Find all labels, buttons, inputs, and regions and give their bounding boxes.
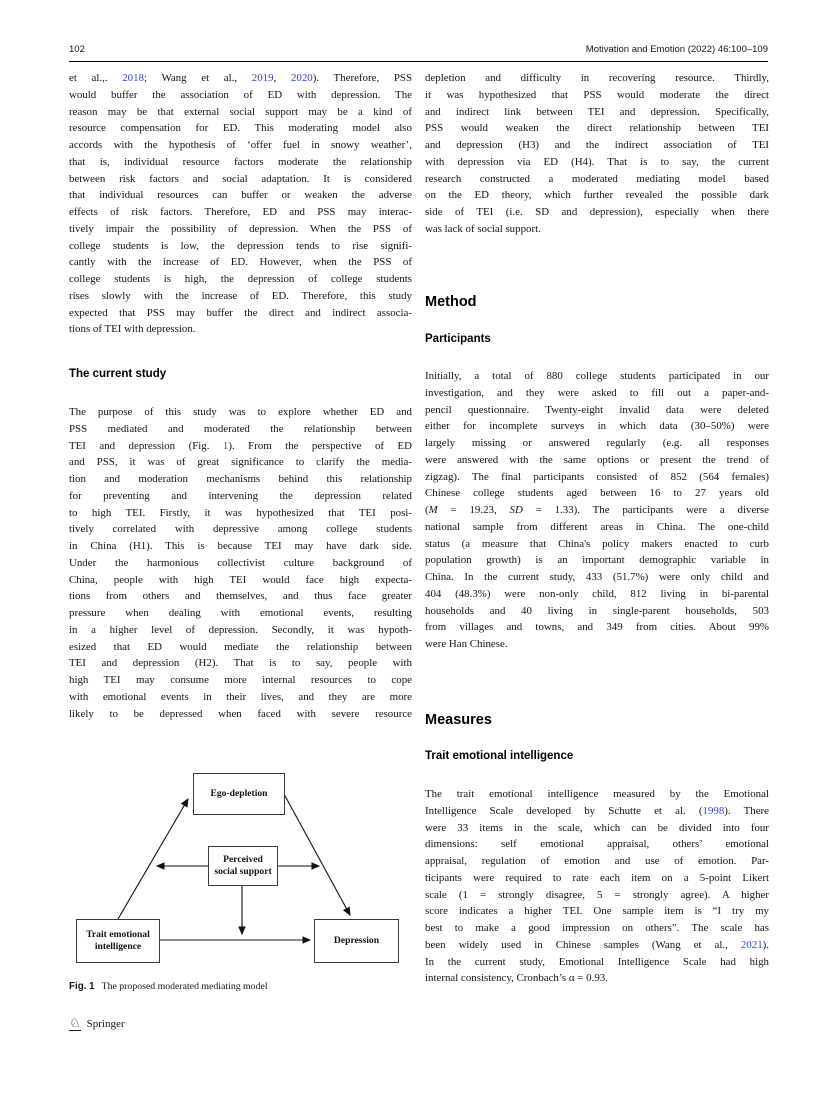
text-line: population growth) is an important demographic variable in bbox=[425, 554, 769, 567]
text-line: best to make a good impression on others”. The scale has bbox=[425, 922, 769, 934]
heading-participants: Participants bbox=[425, 333, 491, 345]
text-line: and PSS, it was of great significance to clarify the media- bbox=[69, 456, 412, 469]
box-pss-label-line2: social support bbox=[214, 866, 272, 877]
text-line: expected that PSS may buffer the direct and indirect associa- bbox=[69, 306, 412, 319]
text-line: college students is high, the depression of college students bbox=[69, 273, 412, 285]
figure-caption-text: The proposed moderated mediating model bbox=[101, 981, 268, 992]
paragraph-participants bbox=[425, 368, 769, 653]
text-line: to high TEI. Firstly, it was hypothesized that TEI posi- bbox=[69, 506, 412, 519]
text-line: and indirect link between TEI and depression. Specifically, bbox=[425, 105, 769, 118]
heading-trait-emotional-intelligence: Trait emotional intelligence bbox=[425, 750, 574, 762]
text-line: side of TEI (i.e. SD and depression), especially when there bbox=[425, 206, 769, 218]
citation-link[interactable]: 2020 bbox=[290, 72, 313, 84]
box-ego-depletion-label: Ego-depletion bbox=[210, 788, 268, 799]
text-line: Intelligence Scale developed by Schutte et al. (1998). There bbox=[425, 804, 769, 817]
text-line: Initially, a total of 880 college students participated in our bbox=[425, 370, 769, 382]
text-line: esized that ED would mediate the relationship between bbox=[69, 640, 412, 653]
text-line: In the current study, Emotional Intelligence Scale had high bbox=[425, 955, 769, 968]
text-line: for preventing and intervening the depression related bbox=[69, 489, 412, 502]
text-line: resource compensation for ED. This moderating model also bbox=[69, 122, 412, 135]
header-divider bbox=[69, 61, 768, 62]
text-line: households and 40 living in single-parent households, 503 bbox=[425, 604, 769, 617]
heading-current-study: The current study bbox=[69, 368, 167, 380]
journal-reference: Motivation and Emotion (2022) 46:100–109 bbox=[585, 44, 768, 55]
text-line: rises slowly with the increase of ED. Therefore, this study bbox=[69, 289, 412, 302]
text-line: tions of TEI with depression. bbox=[69, 323, 196, 336]
text-line: dimensions: self emotional appraisal, others’ emotional bbox=[425, 838, 769, 851]
text-line: TEI and depression (H2). That is to say, people with bbox=[69, 657, 412, 670]
text-line: was lack of social support. bbox=[425, 222, 541, 235]
citation-link[interactable]: 2019 bbox=[251, 72, 274, 84]
text-line: reason may be that external social support may be a kind of bbox=[69, 105, 412, 118]
paragraph-tei-measure bbox=[425, 786, 769, 987]
text-line: college students is low, the depression tends to rise signifi- bbox=[69, 239, 412, 252]
text-line: China, people with high TEI would face high expecta- bbox=[69, 573, 412, 586]
text-line: PSS mediated and moderated the relationship between bbox=[69, 422, 412, 435]
box-tei-label-line1: Trait emotional bbox=[86, 929, 150, 941]
text-line: in a higher level of depression. Secondly, it was hypoth- bbox=[69, 623, 412, 636]
text-line: that individual resources can buffer or weaken the adverse bbox=[69, 189, 412, 202]
text-line: tion and moderation mechanisms behind this relationship bbox=[69, 473, 412, 485]
text-line: 404 (48.3%) were non-only child, 812 living in bi-parental bbox=[425, 587, 769, 600]
citation-link[interactable]: 1998 bbox=[702, 804, 725, 817]
text-line: largely missing or answered regularly (e.g. all responses bbox=[425, 437, 769, 449]
text-line: were 33 items in the scale, which can be divided into four bbox=[425, 821, 769, 834]
text-line: research constructed a moderated mediating model based bbox=[425, 172, 769, 185]
citation-link[interactable]: 2018 bbox=[122, 72, 144, 84]
box-ego-depletion bbox=[193, 773, 285, 815]
text-line: would buffer the association of ED with depression. The bbox=[69, 88, 412, 101]
text-line: internal consistency, Cronbach’s α = 0.93. bbox=[425, 972, 608, 985]
text-line: were answered with the same options or present the trend of bbox=[425, 453, 769, 466]
publisher-footer bbox=[69, 1016, 125, 1031]
box-depression-label: Depression bbox=[333, 935, 380, 946]
text-line: effects of risk factors. Therefore, ED and PSS may interac- bbox=[69, 206, 412, 218]
text-line: either for incomplete surveys in which data (30–50%) were bbox=[425, 420, 769, 433]
figure-1-model-diagram bbox=[69, 770, 412, 972]
citation-link[interactable]: 1 bbox=[222, 439, 229, 452]
heading-method: Method bbox=[425, 294, 477, 310]
figure-caption-label: Fig. 1 bbox=[69, 981, 95, 992]
text-line: PSS would weaken the direct relationship between TEI bbox=[425, 122, 769, 135]
text-line: cantly with the increase of ED. However, when the PSS of bbox=[69, 256, 412, 269]
text-line: depletion and difficulty in recovering resource. Thirdly, bbox=[425, 72, 769, 84]
text-line: The purpose of this study was to explore whether ED and bbox=[69, 406, 412, 418]
text-line: appraisal, regulation of emotion and use of emotion. Par- bbox=[425, 855, 769, 867]
box-tei-label-line2: intelligence bbox=[94, 941, 142, 952]
text-line: with depression via ED (H4). That is to say, the current bbox=[425, 155, 769, 168]
text-line: that is, individual resource factors moderate the relationship bbox=[69, 155, 412, 168]
text-line: (M = 19.23, SD = 1.33). The participants were a diverse bbox=[425, 504, 769, 516]
box-pss-label-line1: Perceived bbox=[223, 854, 263, 866]
text-line: likely to be depressed when faced with severe resource bbox=[69, 707, 412, 720]
text-line: pressure when dealing with emotional events, resulting bbox=[69, 607, 412, 619]
paragraph-hypotheses bbox=[425, 70, 769, 238]
text-line: with emotional events in their lives, and they are more bbox=[69, 690, 412, 703]
text-line: Under the harmonious collectivist culture background of bbox=[69, 556, 412, 569]
text-line: zigzag). The final participants consisted of 852 (564 females) bbox=[425, 470, 769, 483]
springer-horse-logo-icon: ♘ bbox=[69, 1015, 81, 1030]
text-line: in China (H1). This is because TEI may have dark side. bbox=[69, 540, 412, 552]
text-line: pencil questionnaire. Twenty-eight invalid data were deleted bbox=[425, 403, 769, 416]
figure-1-caption bbox=[69, 981, 412, 992]
text-line: tively correlated with depressive among college students bbox=[69, 523, 412, 536]
text-line: The trait emotional intelligence measured by the Emotional bbox=[425, 788, 769, 800]
text-line: on the ED theory, which further revealed the possible dark bbox=[425, 189, 769, 202]
paragraph-study-purpose bbox=[69, 404, 412, 722]
text-line: investigation, and they were asked to fill out a paper-and- bbox=[425, 386, 769, 399]
text-line: China. In the current study, 433 (51.7%) were only child and bbox=[425, 571, 769, 583]
text-line: tively impair the possibility of depression. When the PSS of bbox=[69, 222, 412, 235]
page-number: 102 bbox=[69, 44, 85, 55]
box-depression bbox=[314, 919, 399, 963]
text-line: et al.,. 2018; Wang et al., 2019, 2020). Therefore, PSS bbox=[69, 72, 413, 84]
text-line: TEI and depression (Fig. 1). From the perspective of ED bbox=[69, 439, 412, 452]
publisher-name: Springer bbox=[86, 1017, 125, 1030]
paragraph-pss-buffer bbox=[69, 70, 412, 338]
text-line: score indicates a higher TEI. One sample item is “I try my bbox=[425, 905, 769, 918]
text-line: Chinese college students aged between 16 to 27 years old bbox=[425, 487, 769, 500]
text-line: between risk factors and social adaptation. It is considered bbox=[69, 172, 412, 185]
text-line: it was hypothesized that PSS would moderate the direct bbox=[425, 88, 769, 101]
text-line: from villages and towns, and 349 from cities. About 99% bbox=[425, 621, 769, 634]
text-line: national sample from different areas in China. The one-child bbox=[425, 520, 769, 533]
heading-measures: Measures bbox=[425, 712, 492, 728]
text-line: high TEI may consume more internal resources to cope bbox=[69, 674, 412, 686]
text-line: accords with the hypothesis of ‘offer fuel in snowy weather’, bbox=[69, 139, 412, 151]
box-trait-emotional-intelligence bbox=[76, 919, 160, 963]
text-line: status (a measure that China's policy makers enacted to curb bbox=[425, 537, 769, 550]
text-line: tions from others and themselves, and thus face greater bbox=[69, 590, 412, 603]
text-line: scale (1 = strongly disagree, 5 = strongly agree). A higher bbox=[425, 888, 769, 901]
text-line: and depression (H3) and the indirect association of TEI bbox=[425, 139, 769, 151]
citation-link[interactable]: 2021 bbox=[740, 938, 763, 951]
text-line: ticipants were required to rate each item on a 5-point Likert bbox=[425, 871, 769, 884]
text-line: were Han Chinese. bbox=[425, 638, 508, 650]
box-perceived-social-support bbox=[208, 846, 278, 886]
text-line: been widely used in Chinese samples (Wang et al., 2021). bbox=[425, 938, 769, 951]
